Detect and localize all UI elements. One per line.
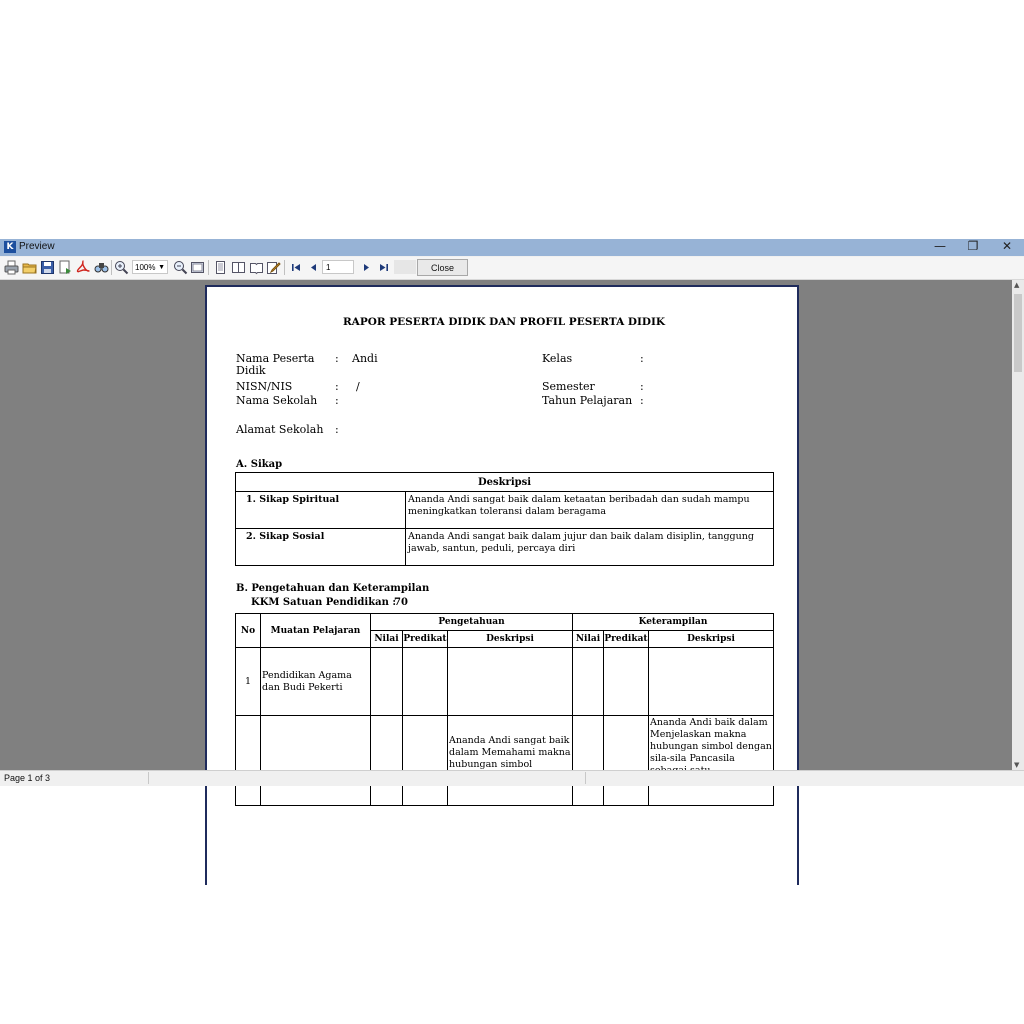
row-k-predikat	[604, 716, 649, 806]
two-pages-icon[interactable]	[231, 260, 246, 275]
sikap-spiritual-label: 1. Sikap Spiritual	[236, 492, 406, 529]
scroll-down-icon[interactable]: ▼	[1014, 761, 1020, 769]
zoom-value: 100%	[135, 263, 156, 272]
kelas-label: Kelas	[542, 352, 573, 365]
table-row	[236, 473, 774, 492]
colon: :	[335, 352, 339, 365]
row-p-predikat	[403, 716, 448, 806]
colon: :	[335, 423, 339, 436]
zoom-in-icon[interactable]	[114, 260, 129, 275]
print-icon[interactable]	[4, 260, 19, 275]
col-k-predikat: Predikat	[604, 631, 649, 648]
sikap-spiritual-desc: Ananda Andi sangat baik dalam ketaatan beribadah dan sudah mampu meningkatkan toleransi dalam beragama	[406, 492, 774, 529]
row-no: 1	[236, 648, 261, 716]
col-keterampilan: Keterampilan	[573, 614, 774, 631]
edit-icon[interactable]	[266, 260, 281, 275]
col-no: No	[236, 614, 261, 648]
scroll-up-icon[interactable]: ▲	[1014, 281, 1020, 289]
vertical-scrollbar[interactable]	[1012, 280, 1024, 770]
minimize-button[interactable]: —	[934, 239, 946, 253]
app-icon: K	[4, 241, 16, 253]
toolbar-spacer	[394, 260, 416, 274]
semester-label: Semester	[542, 380, 595, 393]
col-k-nilai: Nilai	[573, 631, 604, 648]
page-status: Page 1 of 3	[4, 773, 51, 783]
title-bar	[0, 239, 1024, 256]
toolbar-separator	[284, 260, 285, 275]
row-p-nilai	[371, 716, 403, 806]
close-button[interactable]: Close	[417, 259, 468, 276]
tahun-label: Tahun Pelajaran	[542, 394, 633, 407]
zoom-out-icon[interactable]	[173, 260, 188, 275]
table-row	[236, 492, 774, 529]
save-icon[interactable]	[40, 260, 55, 275]
row-subject: Pendidikan Agama dan Budi Pekerti	[261, 648, 371, 716]
scrollbar-thumb[interactable]	[1014, 294, 1022, 372]
first-page-icon[interactable]	[289, 260, 304, 275]
colon: :	[640, 394, 644, 407]
page-viewport[interactable]	[0, 280, 1012, 770]
toolbar-separator	[208, 260, 209, 275]
pengetahuan-heading: B. Pengetahuan dan Keterampilan	[236, 583, 430, 594]
table-row	[236, 529, 774, 566]
alamat-label: Alamat Sekolah	[236, 423, 324, 436]
sikap-sosial-desc: Ananda Andi sangat baik dalam jujur dan baik dalam disiplin, tanggung jawab, santun, peduli, percaya diri	[406, 529, 774, 566]
window-title: Preview	[19, 241, 55, 252]
row-k-predikat	[604, 648, 649, 716]
col-p-predikat: Predikat	[403, 631, 448, 648]
row-p-nilai	[371, 648, 403, 716]
zoom-select[interactable]	[132, 260, 168, 274]
col-p-deskripsi: Deskripsi	[448, 631, 573, 648]
colon: :	[640, 380, 644, 393]
col-muatan: Muatan Pelajaran	[261, 614, 371, 648]
sikap-table	[235, 472, 774, 566]
row-k-desc	[649, 648, 774, 716]
row-k-desc: Ananda Andi baik dalam Menjelaskan makna hubungan simbol dengan sila-sila Pancasila	[649, 716, 774, 806]
colon: :	[335, 394, 339, 407]
row-k-nilai	[573, 648, 604, 716]
nisn-value: /	[356, 380, 360, 393]
row-p-desc	[448, 648, 573, 716]
row-no	[236, 716, 261, 806]
restore-button[interactable]: ❐	[967, 239, 979, 253]
col-pengetahuan: Pengetahuan	[371, 614, 573, 631]
single-page-icon[interactable]	[213, 260, 228, 275]
colon: :	[335, 380, 339, 393]
row-k-nilai	[573, 716, 604, 806]
page-number-input[interactable]: 1	[322, 260, 354, 274]
page-width-icon[interactable]	[190, 260, 205, 275]
sikap-sosial-label: 2. Sikap Sosial	[236, 529, 406, 566]
col-p-nilai: Nilai	[371, 631, 403, 648]
row-subject	[261, 716, 371, 806]
chevron-down-icon: ▼	[158, 264, 165, 271]
preview-window	[0, 239, 1024, 785]
open-folder-icon[interactable]	[22, 260, 37, 275]
status-divider	[585, 772, 586, 784]
table-row	[236, 614, 774, 631]
status-divider	[148, 772, 149, 784]
export-icon[interactable]	[58, 260, 73, 275]
status-bar	[0, 770, 1024, 786]
colon: :	[640, 352, 644, 365]
nama-label: Nama Peserta Didik	[236, 352, 315, 377]
sekolah-label: Nama Sekolah	[236, 394, 318, 407]
kkm-value: 70	[394, 597, 408, 608]
pdf-icon[interactable]	[76, 260, 91, 275]
previous-page-icon[interactable]	[306, 260, 321, 275]
sikap-heading: A. Sikap	[236, 459, 283, 470]
nisn-label: NISN/NIS	[236, 380, 293, 393]
toolbar-separator	[111, 260, 112, 275]
row-p-desc: Ananda Andi sangat baik dalam Memahami makna hubungan simbol	[448, 716, 573, 806]
kkm-label: KKM Satuan Pendidikan :	[251, 597, 397, 608]
toolbar	[0, 257, 1024, 280]
book-icon[interactable]	[249, 260, 264, 275]
find-icon[interactable]	[94, 260, 109, 275]
report-page	[205, 285, 799, 885]
document-title: RAPOR PESERTA DIDIK DAN PROFIL PESERTA DIDIK	[342, 316, 666, 328]
close-window-button[interactable]: ✕	[1001, 239, 1013, 253]
nama-value: Andi	[352, 352, 378, 365]
row-p-predikat	[403, 648, 448, 716]
table-row	[236, 648, 774, 716]
next-page-icon[interactable]	[359, 260, 374, 275]
table-row	[236, 716, 774, 806]
col-k-deskripsi: Deskripsi	[649, 631, 774, 648]
sikap-col-header: Deskripsi	[236, 473, 774, 492]
last-page-icon[interactable]	[376, 260, 391, 275]
